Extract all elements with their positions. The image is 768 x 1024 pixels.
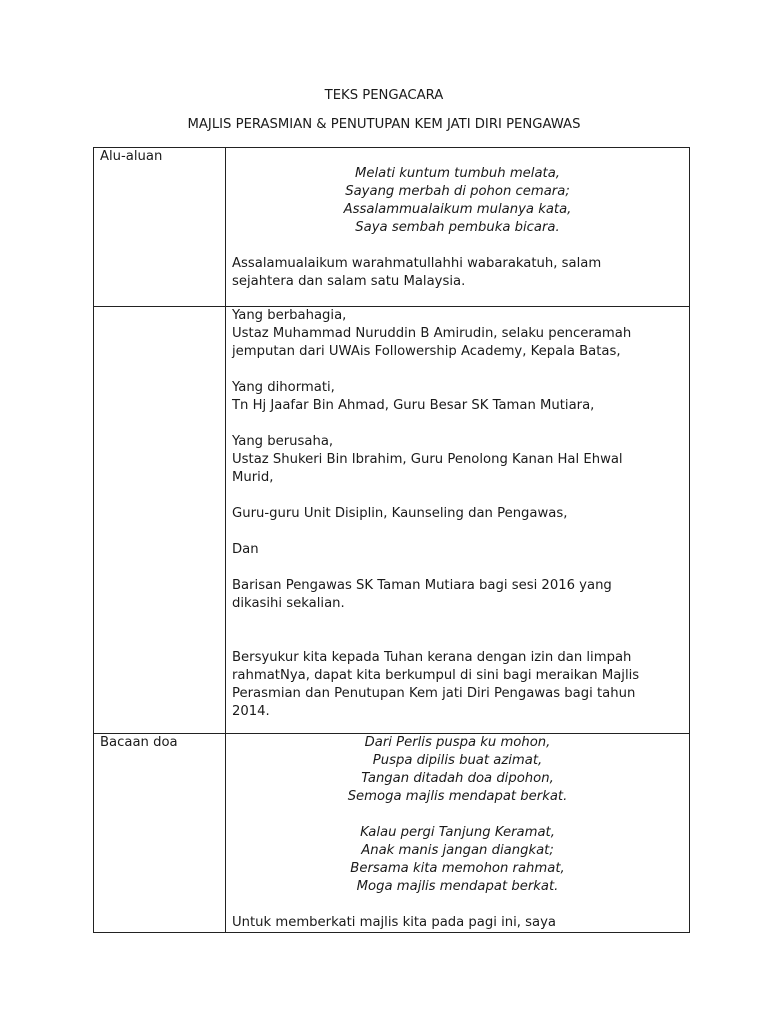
row-content: [226, 307, 690, 734]
pantun-line: Tangan ditadah doa dipohon,: [361, 771, 554, 786]
salutation-block: [232, 505, 683, 523]
salutation-block: [232, 307, 683, 361]
pantun-line: Semoga majlis mendapat berkat.: [347, 789, 568, 804]
pantun-line: Sayang merbah di pohon cemara;: [345, 184, 570, 199]
paragraph-line: Untuk memberkati majlis kita pada pagi ini, saya: [232, 915, 557, 930]
salutation-block: [232, 577, 683, 613]
pantun-verse: [232, 734, 683, 806]
paragraph-line: Ustaz Muhammad Nuruddin B Amirudin, selaku penceramah: [232, 326, 632, 341]
salutation-block: [232, 433, 683, 487]
paragraph-line: Dan: [232, 542, 259, 557]
document-title: TEKS PENGACARA: [324, 88, 444, 103]
pantun-line: Anak manis jangan diangkat;: [361, 843, 554, 858]
pantun-line: Dari Perlis puspa ku mohon,: [364, 735, 551, 750]
table-row-bacaan-doa: [94, 734, 690, 933]
pantun-verse: [232, 165, 683, 237]
paragraph-line: Barisan Pengawas SK Taman Mutiara bagi sesi 2016 yang: [232, 578, 612, 593]
pantun-line: Kalau pergi Tanjung Keramat,: [360, 825, 555, 840]
row-label: [94, 307, 226, 734]
table-row-salutations: [94, 307, 690, 734]
paragraph-line: rahmatNya, dapat kita berkumpul di sini bagi meraikan Majlis: [232, 668, 640, 683]
pantun-line: Moga majlis mendapat berkat.: [356, 879, 559, 894]
row-content: [226, 148, 690, 307]
paragraph-line: dikasihi sekalian.: [232, 596, 345, 611]
paragraph-line: Assalamualaikum warahmatullahhi wabarakatuh, salam: [232, 256, 602, 271]
paragraph-line: Ustaz Shukeri Bin Ibrahim, Guru Penolong Kanan Hal Ehwal: [232, 452, 623, 467]
pantun-verse: [232, 824, 683, 896]
pantun-line: Puspa dipilis buat azimat,: [372, 753, 543, 768]
paragraph-line: sejahtera dan salam satu Malaysia.: [232, 274, 466, 289]
paragraph-line: jemputan dari UWAis Followership Academy, Kepala Batas,: [232, 344, 621, 359]
prayer-intro-paragraph: [232, 914, 683, 932]
row-label: Alu-aluan: [94, 148, 226, 307]
pantun-line: Saya sembah pembuka bicara.: [355, 220, 560, 235]
pantun-line: Assalammualaikum mulanya kata,: [343, 202, 572, 217]
pantun-line: Bersama kita memohon rahmat,: [350, 861, 565, 876]
row-label: Bacaan doa: [94, 734, 226, 933]
table-row-alu-aluan: [94, 148, 690, 307]
row-content: [226, 734, 690, 933]
paragraph-line: 2014.: [232, 704, 270, 719]
paragraph-line: Murid,: [232, 470, 274, 485]
salutation-block: [232, 541, 683, 559]
closing-paragraph: [232, 649, 683, 721]
greeting-paragraph: [232, 255, 683, 291]
paragraph-line: Perasmian dan Penutupan Kem jati Diri Pengawas bagi tahun: [232, 686, 636, 701]
paragraph-line: Yang berbahagia,: [232, 308, 347, 323]
paragraph-line: Tn Hj Jaafar Bin Ahmad, Guru Besar SK Taman Mutiara,: [232, 398, 595, 413]
paragraph-line: Yang dihormati,: [232, 380, 335, 395]
paragraph-line: Bersyukur kita kepada Tuhan kerana dengan izin dan limpah: [232, 650, 632, 665]
paragraph-line: Yang berusaha,: [232, 434, 334, 449]
script-table: [93, 147, 690, 933]
salutation-block: [232, 379, 683, 415]
pantun-line: Melati kuntum tumbuh melata,: [355, 166, 560, 181]
document-subtitle: MAJLIS PERASMIAN & PENUTUPAN KEM JATI DIRI PENGAWAS: [187, 117, 581, 132]
paragraph-line: Guru-guru Unit Disiplin, Kaunseling dan Pengawas,: [232, 506, 568, 521]
